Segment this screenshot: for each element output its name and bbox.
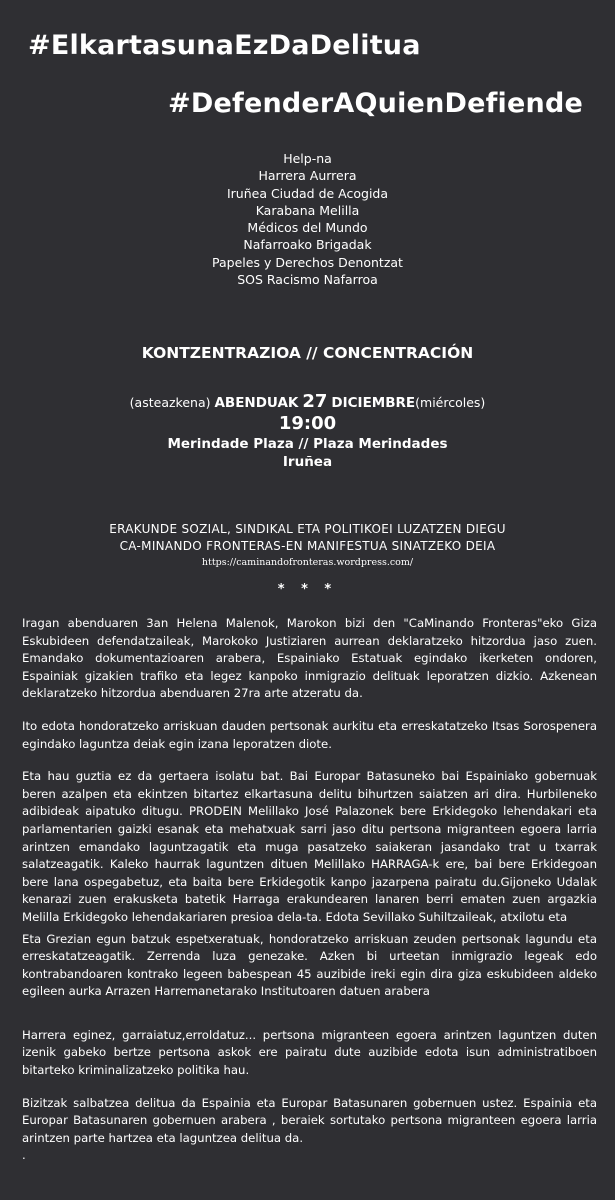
organization-item: Nafarroako Brigadak [243, 237, 372, 253]
day-number: 27 [302, 391, 328, 412]
paragraph: Bizitzak salbatzea delitua da Espainia eta Europar Batasunaren gobernuen ustez. Espainia eta Europar Batasunaren gobernuen arabera , beraiek sortutako pertsona migranteen egoera larria arintzen parte hartzea eta laguntzea delitua da. [22, 1095, 597, 1145]
month-es: DICIEMBRE [331, 395, 416, 411]
organization-list [0, 150, 615, 288]
manifesto-call [0, 521, 615, 555]
organization-item: Papeles y Derechos Denontzat [212, 254, 403, 270]
paragraph: Iragan abenduaren 3an Helena Malenok, Marokon bizi den "CaMinando Fronteras"eko Giza Eskubideen defendatzaileak, Marokoko Justiziaren aurrean deklaratzeko hitzordua jaso zuen. Emandako dokumentazioaren arabera, Espainiako Estatuak egindako ikerketen ondoren, Espainiak gizakien trafiko eta legez kanpoko inmigrazio delituak leporatzen dizkio. Azkenean deklaratzeko hitzordua abenduaren 27ra arte atzeratu da. [22, 616, 597, 701]
event-date [0, 391, 615, 412]
manifesto-url[interactable]: https://caminandofronteras.wordpress.com/ [201, 557, 414, 568]
paragraph: Eta Grezian egun batzuk espetxeratuak, hondoratzeko arriskuan zeuden pertsonak lagundu eta erreskatatzeagatik. Zerrenda luza genezake. Azken bi urteetan inmigrazio legeak edo kontrabandoaren kontrako legeen babespean 45 auzibide ireki egin dira giza eskubideen aldeko egileen aurka Arrazen Harremanetarako Institutoaren datuen arabera [22, 931, 597, 999]
organization-item: Médicos del Mundo [247, 220, 368, 236]
month-eu: ABENDUAK [214, 395, 299, 411]
event-location [0, 435, 615, 471]
body-text [22, 615, 597, 1165]
event-time: 19:00 [278, 413, 337, 434]
organization-item: Harrera Aurrera [258, 168, 357, 184]
paragraph: Eta hau guztia ez da gertaera isolatu bat. Bai Europar Batasuneko bai Espainiako gobernuak beren azalpen eta ekintzen bitartez elkartasuna delitu bihurtzen saiatzen ari dira. Hurbileneko adibideak aipatuko ditugu. PRODEIN Melillako José Palazonek bere Erkidegoko lehendakari eta parlamentarien gaizki esanak eta mehatxuak sarri jaso ditu pertsona migranteen egoera larria arintzen emandako laguntzagatik eta muga pasatzeko saiakeran jasandako trat u txarrak salatzeagatik. Kaleko haurrak laguntzen dituen Melillako HARRAGA-k ere, bai bere Erkidegoan bere lana ospegabetuz, eta baita bere Erkidegotik kanpo jazarpena pairatu du.Gijoneko Udalak kenarazi zuen erakusketa batetik Harraga erakundearen lanaren berri ematen zuen argazkia Melilla Erkidegoko lehendakariaren presioa dela-ta. Edota Sevillako Suhiltzaileak, atxilotu eta [22, 769, 597, 924]
call-line-1: ERAKUNDE SOZIAL, SINDIKAL ETA POLITIKOEI LUZATZEN DIEGU [109, 522, 506, 536]
organization-item: SOS Racismo Nafarroa [237, 272, 378, 288]
weekday-eu: (asteazkena) [129, 395, 211, 410]
weekday-es: (miércoles) [415, 395, 486, 410]
trailing-mark: . [22, 1148, 26, 1163]
organization-item: Iruñea Ciudad de Acogida [226, 185, 389, 201]
hashtag-defend: #DefenderAQuienDefiende [168, 88, 583, 119]
organization-item: Karabana Melilla [255, 202, 360, 218]
hashtag-solidarity: #ElkartasunaEzDaDelitua [28, 30, 421, 61]
event-city: Iruñea [282, 454, 333, 470]
organization-item: Help-na [283, 151, 332, 166]
call-line-2: CA-MINANDO FRONTERAS-EN MANIFESTUA SINATZEKO DEIA [119, 539, 496, 553]
separator: * * * [277, 582, 338, 597]
paragraph: Ito edota hondoratzeko arriskuan dauden pertsonak aurkitu eta erreskatatzeko Itsas Sorospenera egindako laguntza deiak egin izana leporatzen diote. [22, 718, 597, 751]
event-title: KONTZENTRAZIOA // CONCENTRACIÓN [141, 344, 474, 362]
paragraph: Harrera eginez, garraiatuz,erroldatuz... pertsona migranteen egoera arintzen laguntzen duten izenik gabeko bertze pertsona askok ere pairatu dute auzibide edota isun administratiboen bitarteko kriminalizatzeko politika hau. [22, 1027, 597, 1078]
event-place: Merindade Plaza // Plaza Merindades [167, 436, 448, 452]
